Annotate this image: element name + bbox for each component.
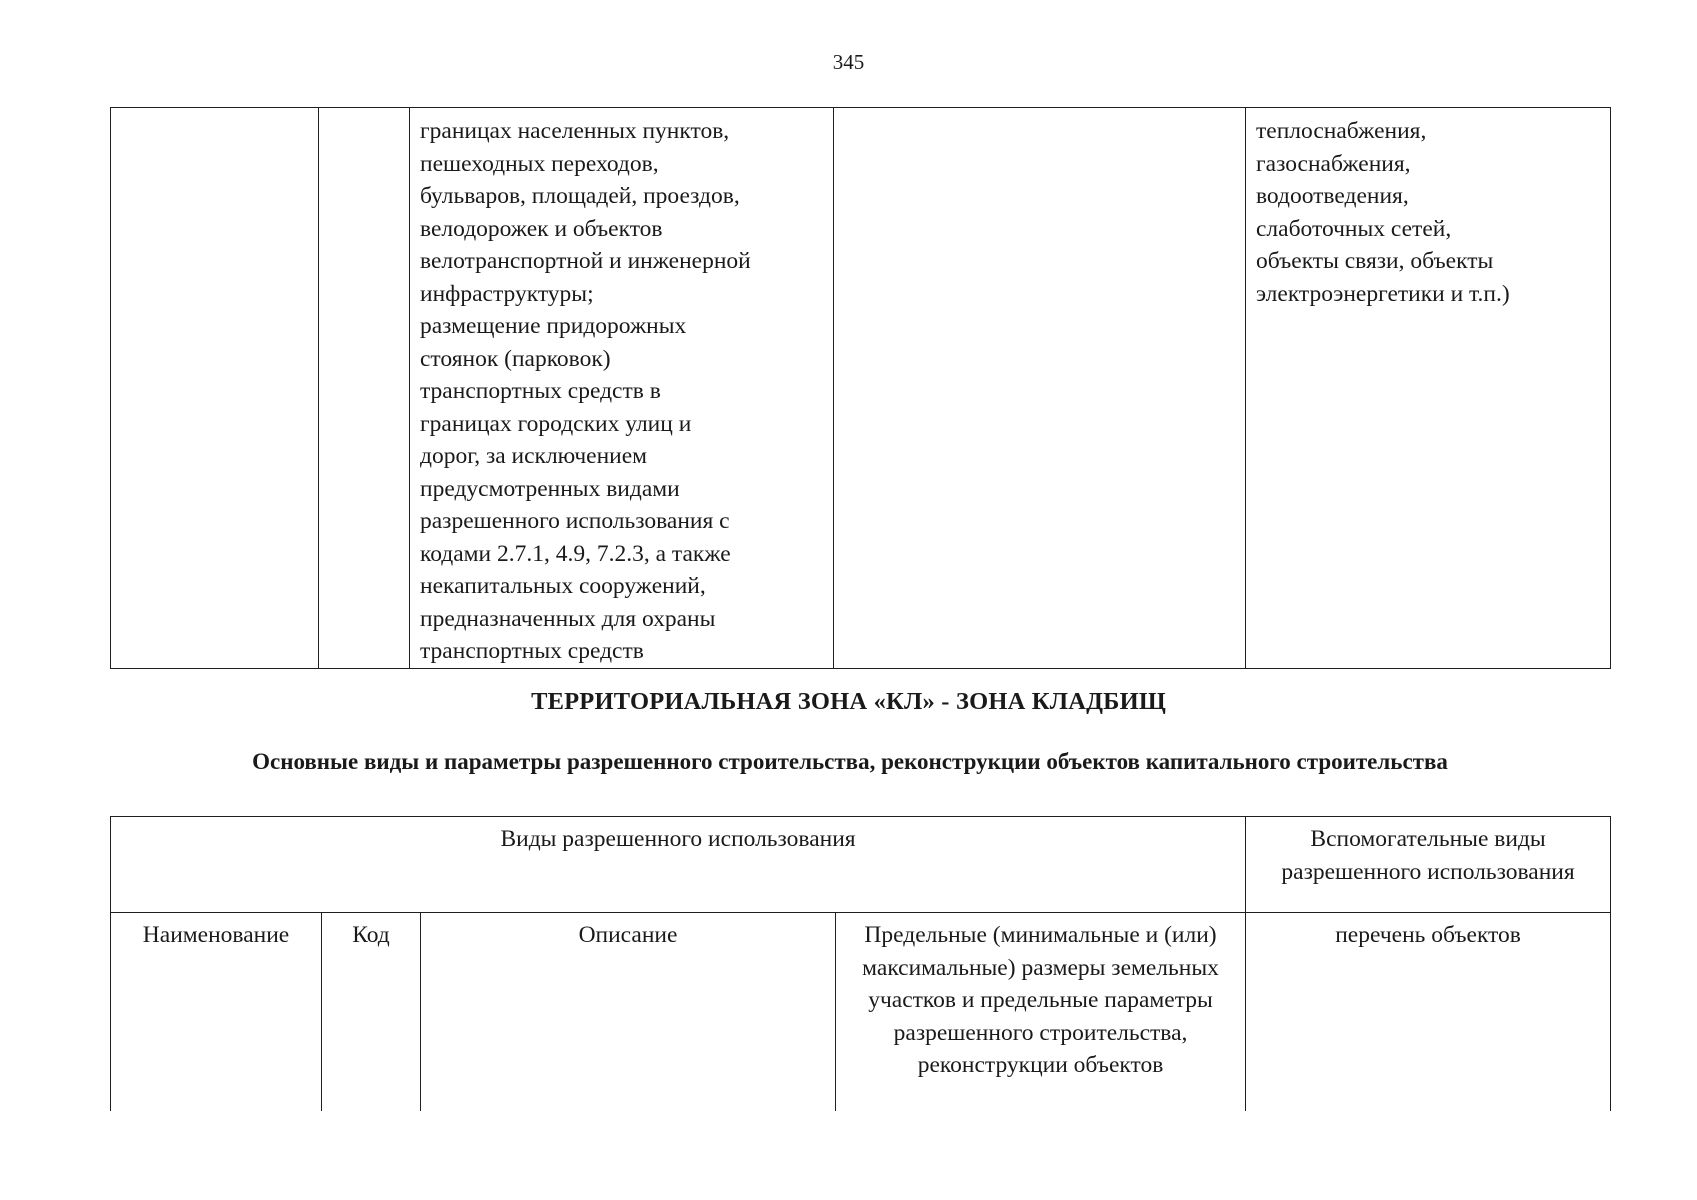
parameters-column-header: Предельные (минимальные и (или) максимальные) размеры земельных участков и предельные параметры разрешенного строительства, реконструкции объектов [836,913,1246,1112]
description-text: границах населенных пунктов, пешеходных переходов, бульваров, площадей, проездов, велодорожек и объектов велотранспортной и инженерной инфраструктуры; размещение придорожных стоянок (парковок) транспортных средств в границах городских улиц и дорог, за исключением предусмотренных видами разрешенного использования с кодами 2.7.1, 4.9, 7.2.3, а также некапитальных сооружений, предназначенных для охраны транспортных средств [420,118,751,664]
cemetery-zone-table [110,816,1611,1111]
name-cell [111,108,319,669]
description-cell [410,108,834,669]
auxiliary-column-header: перечень объектов [1246,913,1611,1112]
auxiliary-text: теплоснабжения, газоснабжения, водоотведения, слаботочных сетей, объекты связи, объекты электроэнергетики и т.п.) [1256,118,1510,307]
zone-title: ТЕРРИТОРИАЛЬНАЯ ЗОНА «КЛ» - ЗОНА КЛАДБИЩ [531,688,1166,715]
permitted-uses-header: Виды разрешенного использования [111,817,1246,913]
table-header-row [111,817,1611,913]
section-title: Основные виды и параметры разрешенного строительства, реконструкции объектов капитального строительства [252,749,1448,774]
table-row [111,108,1611,669]
parameters-cell [834,108,1246,669]
auxiliary-uses-header: Вспомогательные виды разрешенного использования [1246,817,1611,913]
page-number: 345 [832,50,865,74]
name-column-header: Наименование [111,913,322,1112]
auxiliary-cell [1246,108,1611,669]
code-cell [319,108,410,669]
continued-uses-table [110,107,1611,669]
code-column-header: Код [322,913,421,1112]
description-column-header: Описание [421,913,836,1112]
column-header-row [111,913,1611,1112]
